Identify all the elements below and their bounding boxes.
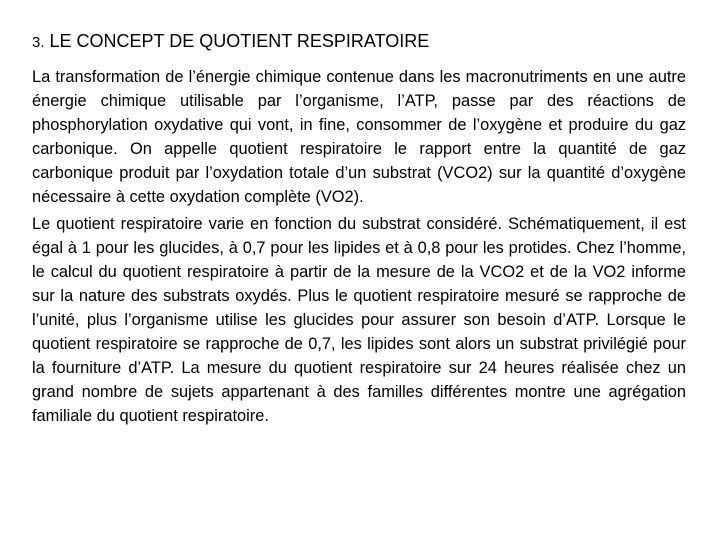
section-number: 3. bbox=[32, 34, 45, 51]
paragraph-variation: Le quotient respiratoire varie en fonction du substrat considéré. Schématiquement, il est égal à 1 pour les glucides, à 0,7 pour les lipides et à 0,8 pour les protides. Chez l’homme, le calcul du quotient respiratoire à partir de la mesure de la VCO2 et de la VO2 informe sur la nature des substrats oxydés. Plus le quotient respiratoire mesuré se rapproche de l’unité, plus l’organisme utilise les glucides pour assurer son besoin d’ATP. Lorsque le quotient respiratoire se rapproche de 0,7, les lipides sont alors un substrat privilégié pour la fourniture d’ATP. La mesure du quotient respiratoire sur 24 heures réalisée chez un grand nombre de sujets appartenant à des familles différentes montre une agrégation familiale du quotient respiratoire. bbox=[32, 215, 686, 425]
section-title: LE CONCEPT DE QUOTIENT RESPIRATOIRE bbox=[49, 31, 430, 51]
document-slide bbox=[32, 28, 686, 433]
paragraph-definition: La transformation de l’énergie chimique contenue dans les macronutriments en une autre énergie chimique utilisable par l’organisme, l’ATP, passe par des réactions de phosphorylation oxydative qui vont, in fine, consommer de l’oxygène et produire du gaz carbonique. On appelle quotient respiratoire le rapport entre la quantité de gaz carbonique produit par l’oxydation totale d’un substrat (VCO2) sur la quantité d’oxygène nécessaire à cette oxydation complète (VO2). bbox=[32, 68, 686, 206]
section-heading bbox=[32, 28, 686, 56]
